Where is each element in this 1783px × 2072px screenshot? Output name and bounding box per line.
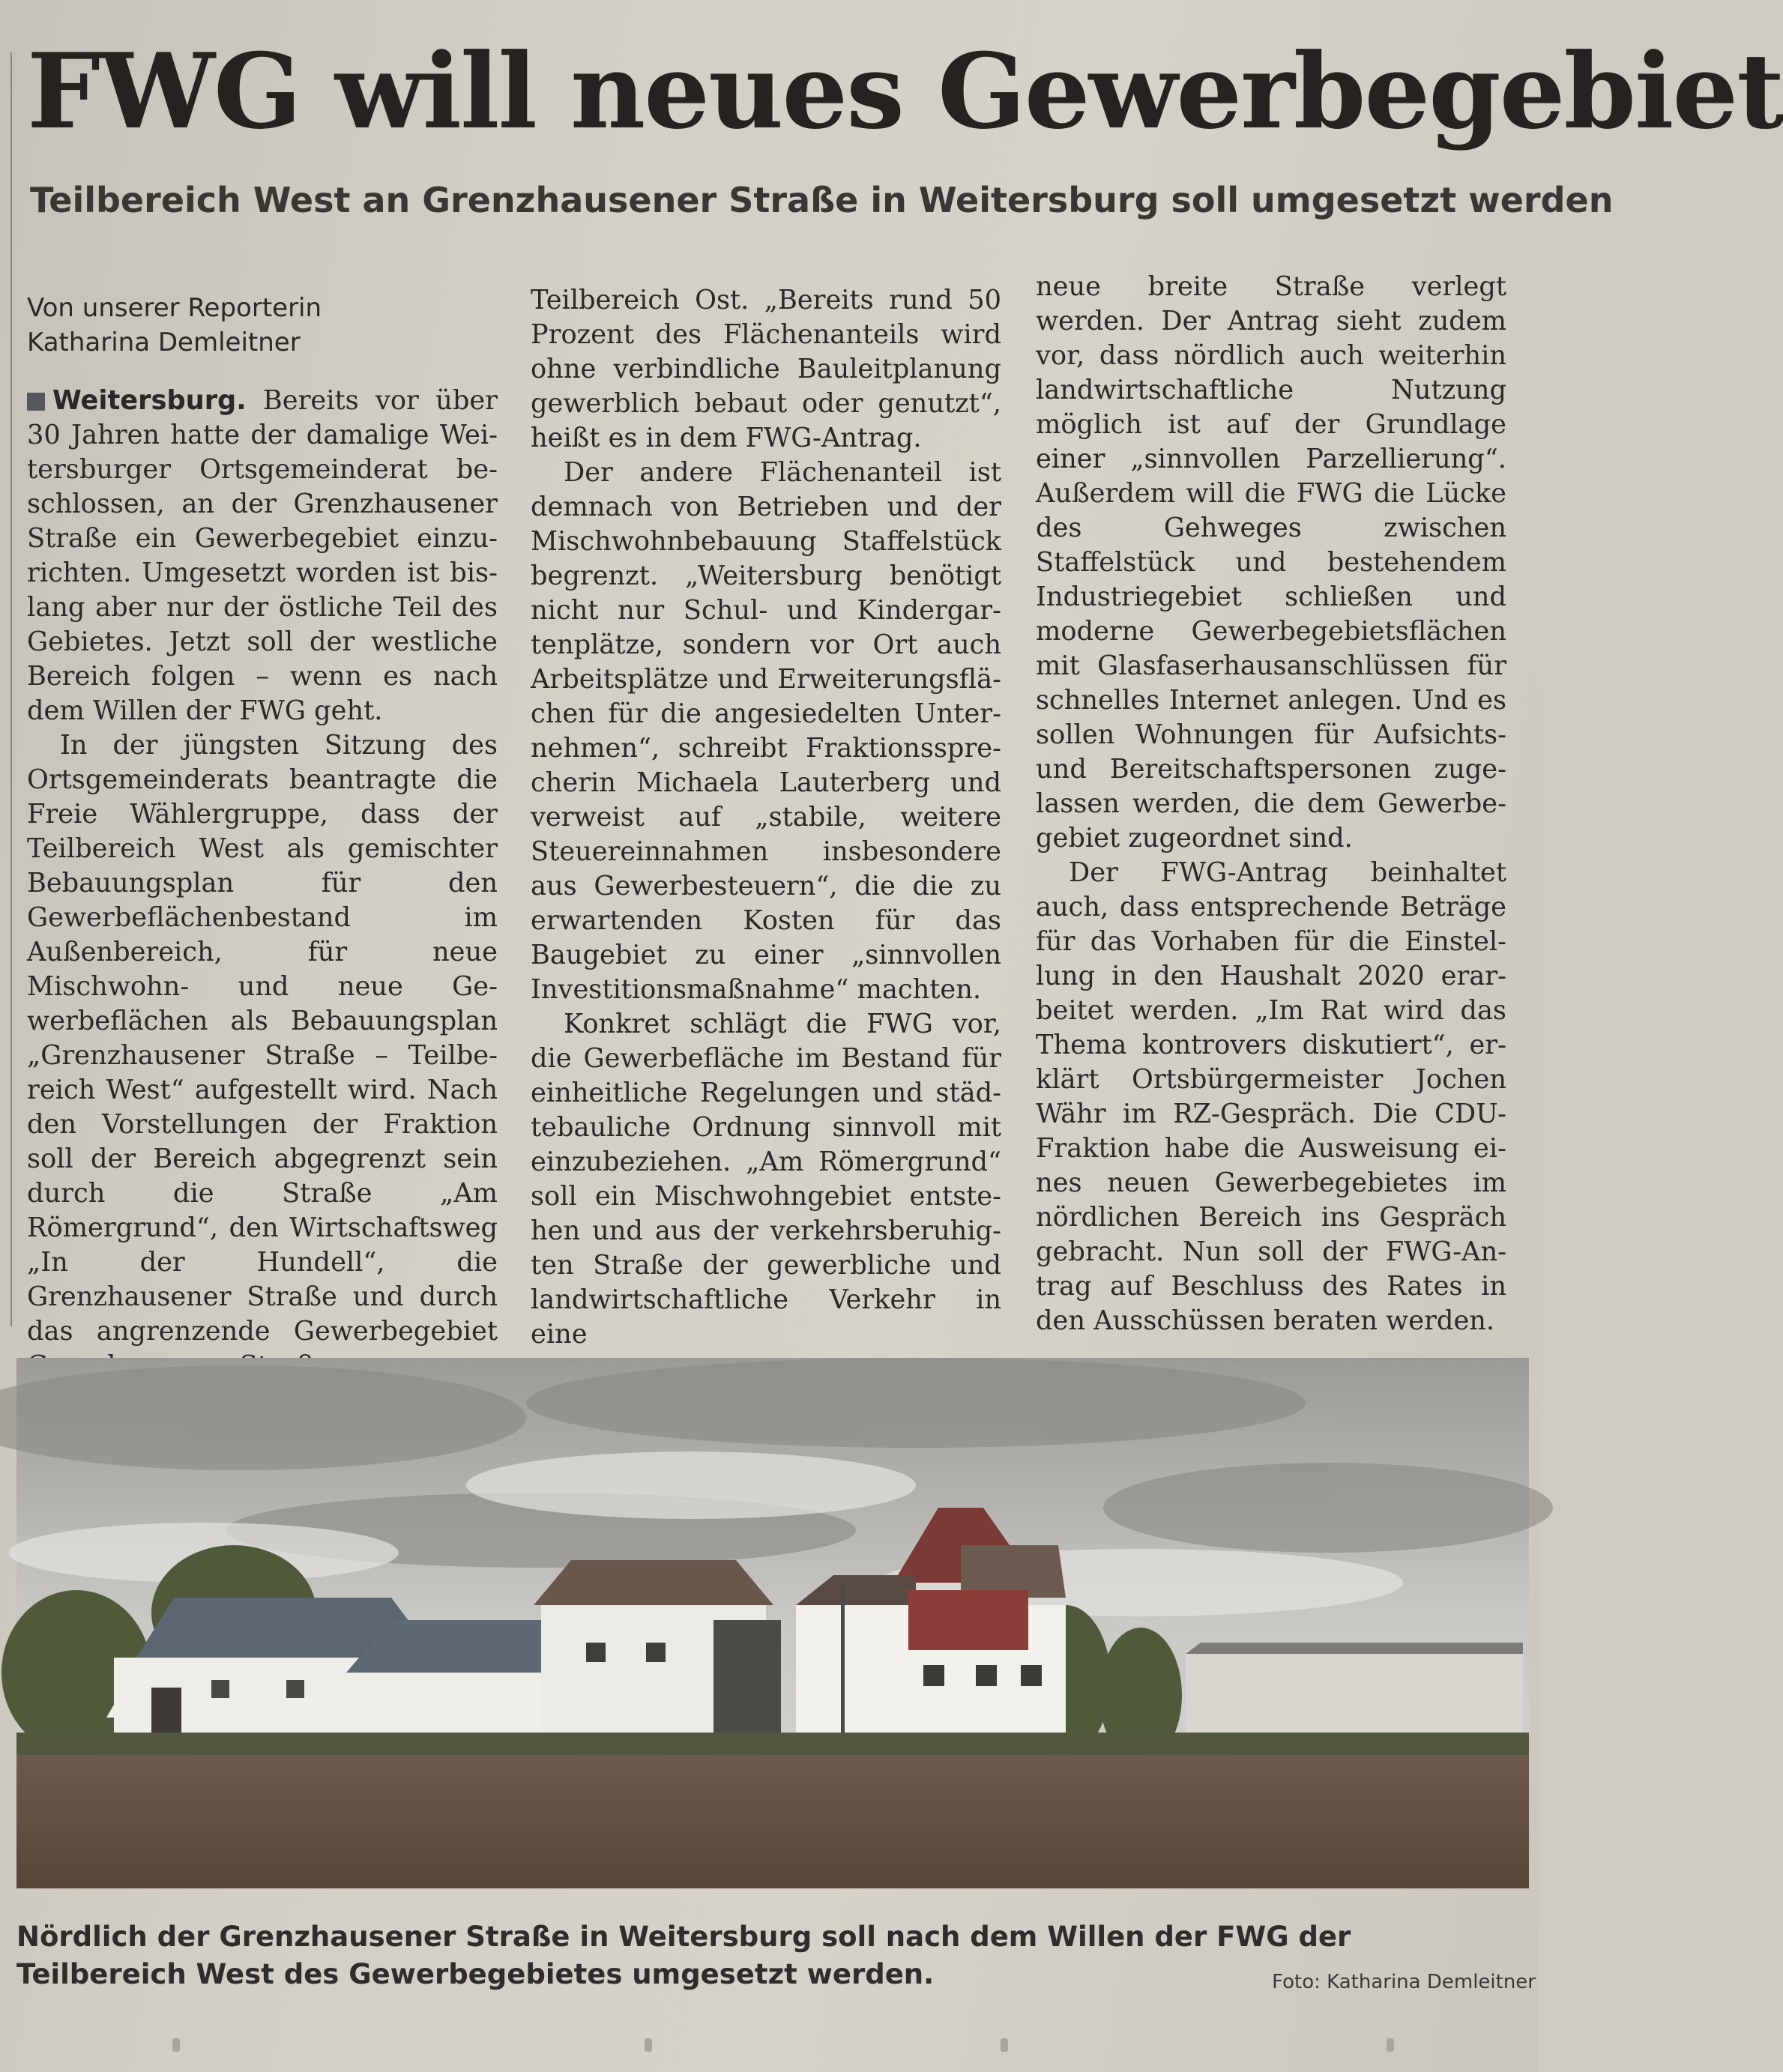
photo-credit: Foto: Katharina Demleitner: [1272, 1971, 1536, 1993]
article-column-2: [531, 283, 1001, 1352]
bullet-square-icon: [27, 393, 45, 411]
photo-caption: Nördlich der Grenzhausener Straße in Weitersburg soll nach dem Willen der FWG der Teilbereich West des Gewerbegebietes umgesetzt werden.: [16, 1921, 1351, 1990]
paragraph-text: Bereits vor über 30 Jahren hatte der damalige Weitersburger Ortsgemeinderat beschlossen, an der Grenzhausener Straße ein Gewerbegebiet einzurichten. Umgesetzt worden ist bislang aber nur der östliche Teil des Gebietes. Jetzt soll der westliche Bereich folgen – wenn es nach dem Willen der FWG geht.: [27, 385, 498, 726]
paragraph: neue breite Straße verlegt werden. Der Antrag sieht zudem vor, dass nördlich auch weiterhin landwirtschaftliche Nutzung möglich ist auf der Grundlage einer „sinnvollen Parzellierung“. Außerdem will die FWG die Lücke des Gehweges zwischen Staffelstück und bestehendem Industriegebiet schließen und moderne Gewerbegebietsflächen mit Glasfaserhausanschlüssen für schnelles Internet anlegen. Und es sollen Wohnungen für Aufsichts- und Bereitschaftspersonen zugelassen werden, die dem Gewerbegebiet zugeordnet sind.: [1036, 271, 1506, 854]
subheadline: Teilbereich West an Grenzhausener Straße in Weitersburg soll umgesetzt werden: [30, 180, 1614, 220]
article-column-3: [1036, 270, 1506, 1338]
paragraph: [27, 384, 498, 728]
staple-mark: [1001, 2038, 1008, 2052]
paragraph: In der jüngsten Sitzung des Ortsgemeinderats beantragte die Freie Wählergruppe, dass der Teilbereich West als gemischter Bebauungsplan für den Gewerbeflächenbestand im Außenbereich, für neue Mischwohn- und neue Gewerbeflächen als Bebauungsplan „Grenzhausener Straße – Teilbereich West“ aufgestellt wird. Nach den Vorstellungen der Fraktion soll der Bereich abgegrenzt sein durch die Straße „Am Römergrund“, den Wirtschaftsweg „In der Hundell“, die Grenzhausener Straße und durch das angrenzende Gewerbegebiet: [27, 730, 498, 1347]
article-photo: [16, 1358, 1529, 1888]
column-rule: [10, 52, 12, 1326]
byline-author: Katharina Demleitner: [27, 327, 301, 357]
paragraph: Der andere Flächenanteil ist demnach von Betrieben und der Mischwohnbebauung Staffelstück begrenzt. „Weitersburg benötigt nicht nur Schul- und Kindergartenplätze, sondern vor Ort auch Arbeitsplätze und Erweiterungsflächen für die angesiedelten Unternehmen“, schreibt Fraktionssprecherin Michaela Lauterberg und verweist auf „stabile, weitere Steuereinnahmen insbesondere aus Gewerbesteuern“, die die zu erwartenden Kosten für das Baugebiet zu einer „sinnvollen Investitionsmaßnahme“ machten.: [531, 457, 1001, 1005]
paragraph: Der FWG-Antrag beinhaltet auch, dass entsprechende Beträge für das Vorhaben für die Einstellung in den Haushalt 2020 erarbeitet werden. „Im Rat wird das Thema kontrovers diskutiert“, erklärt Ortsbürgermeister Jochen Währ im RZ-Gespräch. Die CDU-Fraktion habe die Ausweisung eines neuen Gewerbegebietes im nördlichen Bereich ins Gespräch gebracht. Nun soll der FWG-Antrag auf Beschluss des Rates in den Ausschüssen beraten werden.: [1036, 857, 1506, 1336]
paragraph: Teilbereich Ost. „Bereits rund 50 Prozent des Flächenanteils wird ohne verbindliche Bauleitplanung gewerblich bebaut oder genutzt“, heißt es in dem FWG-Antrag.: [531, 285, 1001, 453]
byline-line-1: Von unserer Reporterin: [27, 293, 322, 323]
staple-mark: [1387, 2038, 1394, 2052]
headline: FWG will neues Gewerbegebiet: [27, 30, 1783, 152]
byline: [27, 291, 498, 360]
dateline: Weitersburg.: [52, 385, 247, 416]
article-column-1: [27, 283, 498, 1383]
staple-mark: [172, 2038, 180, 2052]
paragraph: Konkret schlägt die FWG vor, die Gewerbefläche im Bestand für einheitliche Regelungen und städtebauliche Ordnung sinnvoll mit einzubeziehen. „Am Römergrund“ soll ein Mischwohngebiet entstehen und aus der verkehrsberuhigten Straße der gewerbliche und landwirtschaftliche Verkehr in eine: [531, 1009, 1001, 1350]
staple-mark: [645, 2038, 652, 2052]
